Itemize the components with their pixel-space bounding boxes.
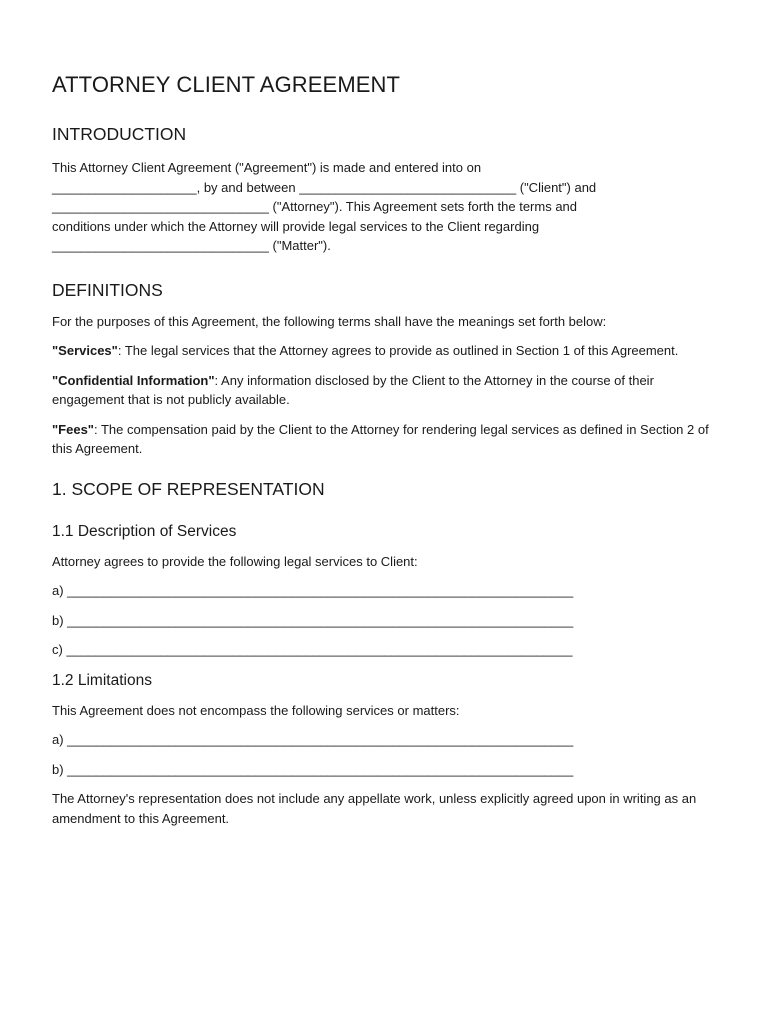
introduction-line: ______________________________ ("Matter"). xyxy=(52,238,331,253)
definition-item xyxy=(52,341,728,361)
definition-term: "Services" xyxy=(52,343,118,358)
limitation-blank-line: a) ______________________________________________________________________ xyxy=(52,732,574,747)
document-page xyxy=(52,70,728,828)
definition-term: "Fees" xyxy=(52,421,94,437)
introduction-heading: INTRODUCTION xyxy=(52,124,187,144)
introduction-line: ____________________, by and between ______________________________ ("Client") and xyxy=(52,179,597,195)
introduction-line: conditions under which the Attorney will provide legal services to the Client regarding xyxy=(52,218,540,234)
definition-item xyxy=(52,420,728,459)
limitation-blank-line: b) ______________________________________________________________________ xyxy=(52,761,574,777)
document-title: ATTORNEY CLIENT AGREEMENT xyxy=(52,72,401,97)
definition-text: : Any information disclosed by the Client to the Attorney in the course of their engagement that is not publicly available. xyxy=(52,372,654,407)
service-blank-line: a) ______________________________________________________________________ xyxy=(52,583,574,598)
section-1-1-heading: 1.1 Description of Services xyxy=(52,522,237,540)
definition-item xyxy=(52,371,728,410)
introduction-paragraph xyxy=(52,158,728,256)
definition-text: : The compensation paid by the Client to the Attorney for rendering legal services as defined in Section 2 of this Agreement. xyxy=(52,421,709,456)
definitions-heading: DEFINITIONS xyxy=(52,279,163,300)
section-1-2-intro: This Agreement does not encompass the following services or matters: xyxy=(52,702,460,718)
definitions-intro: For the purposes of this Agreement, the following terms shall have the meanings set forth below: xyxy=(52,313,607,329)
definition-term: "Confidential Information" xyxy=(52,372,215,388)
section-1-1-intro: Attorney agrees to provide the following legal services to Client: xyxy=(52,553,418,569)
introduction-line: ______________________________ ("Attorney"). This Agreement sets forth the terms and xyxy=(52,199,578,214)
definition-text: : The legal services that the Attorney agrees to provide as outlined in Section 1 of this Agreement. xyxy=(117,343,679,358)
section-1-heading: 1. SCOPE OF REPRESENTATION xyxy=(52,478,325,499)
limitations-closing-paragraph: The Attorney's representation does not include any appellate work, unless explicitly agreed upon in writing as an amendment to this Agreement. xyxy=(52,791,697,826)
introduction-line: This Attorney Client Agreement ("Agreement") is made and entered into on xyxy=(52,160,482,175)
service-blank-line: c) ______________________________________________________________________ xyxy=(52,642,573,657)
service-blank-line: b) ______________________________________________________________________ xyxy=(52,612,574,628)
section-1-2-heading: 1.2 Limitations xyxy=(52,671,152,689)
